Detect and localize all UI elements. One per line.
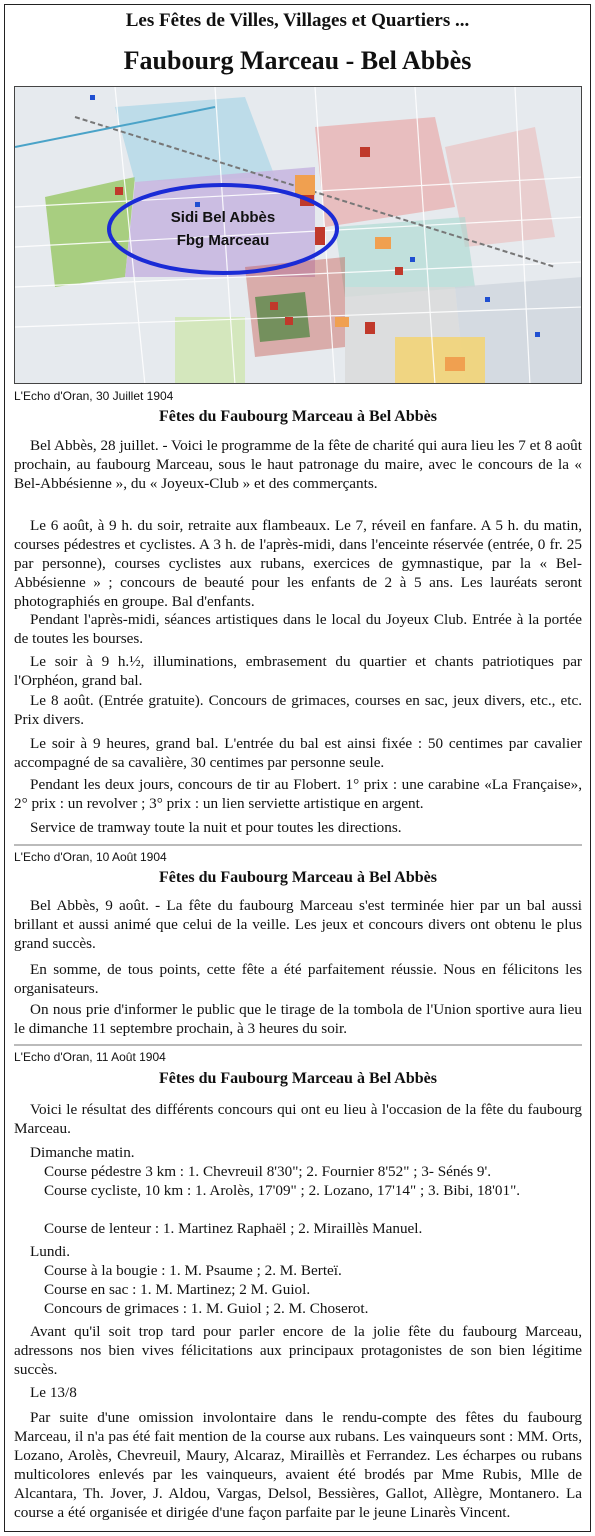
- result-line: Course pédestre 3 km : 1. Chevreuil 8'30"; 2. Fournier 8'52" ; 3- Sénés 9'.: [44, 1163, 492, 1180]
- result-line: Course en sac : 1. M. Martinez; 2 M. Guiol.: [44, 1281, 311, 1298]
- article-heading: Fêtes du Faubourg Marceau à Bel Abbès: [159, 869, 437, 886]
- result-line: Course à la bougie : 1. M. Psaume ; 2. M. Berteï.: [44, 1262, 342, 1279]
- article-paragraph: Avant qu'il soit trop tard pour parler encore de la jolie fête du faubourg Marceau, adressons nos bien vives félicitations aux principaux protagonistes de son bien légitime succès.: [14, 1323, 582, 1378]
- article-source: L'Echo d'Oran, 10 Août 1904: [14, 850, 167, 864]
- map-label-faubourg: Fbg Marceau: [176, 232, 270, 249]
- article-source: L'Echo d'Oran, 30 Juillet 1904: [14, 389, 174, 403]
- article-source: L'Echo d'Oran, 11 Août 1904: [14, 1050, 166, 1064]
- article-paragraph: Pendant l'après-midi, séances artistiques dans le local du Joyeux Club. Entrée à la portée de toutes les bourses.: [14, 611, 582, 647]
- results-day-label: Lundi.: [30, 1243, 71, 1260]
- page-title: Faubourg Marceau - Bel Abbès: [123, 46, 472, 75]
- article-paragraph: Le soir à 9 h.½, illuminations, embrasement du quartier et chants patriotiques par l'Orphéon, grand bal.: [14, 653, 582, 689]
- article-heading: Fêtes du Faubourg Marceau à Bel Abbès: [159, 408, 437, 425]
- article-paragraph: Pendant les deux jours, concours de tir au Flobert. 1° prix : une carabine «La Française», 2° prix : un revolver ; 3° prix : un lien serviette artistique en argent.: [14, 776, 582, 812]
- results-day-label: Dimanche matin.: [30, 1144, 135, 1161]
- article-paragraph: Bel Abbès, 9 août. - La fête du faubourg Marceau s'est terminée hier par un bal aussi brillant et aussi animé que celui de la veille. Les jeux et concours divers ont obtenu le plus grand succès.: [14, 897, 582, 952]
- article-paragraph: Voici le résultat des différents concours qui ont eu lieu à l'occasion de la fête du faubourg Marceau.: [14, 1101, 582, 1137]
- result-line: Course de lenteur : 1. Martinez Raphaël ; 2. Miraillès Manuel.: [44, 1220, 423, 1237]
- article-paragraph: Service de tramway toute la nuit et pour toutes les directions.: [30, 819, 402, 836]
- article-paragraph: Le 6 août, à 9 h. du soir, retraite aux flambeaux. Le 7, réveil en fanfare. A 5 h. du matin, courses pédestres et cyclistes. A 3 h. de l'après-midi, dans l'enceinte réservée (entrée, 0 fr. 25 par personne), courses cyclistes aux rubans, exercices de gymnastique, par la « Bel-Abbésienne » ; concours de beauté pour les enfants de 2 à 5 ans. Les lauréats seront photographiés en groupe. Bal d'enfants.: [14, 517, 582, 610]
- article-date-note: Le 13/8: [30, 1384, 77, 1401]
- town-map: [14, 86, 582, 384]
- article-paragraph: En somme, de tous points, cette fête a été parfaitement réussie. Nous en félicitons les organisateurs.: [14, 961, 582, 997]
- article-divider: [14, 844, 582, 846]
- article-paragraph: On nous prie d'informer le public que le tirage de la tombola de l'Union sportive aura lieu le dimanche 11 septembre prochain, à 3 heures du soir.: [14, 1001, 582, 1037]
- article-paragraph: Le 8 août. (Entrée gratuite). Concours de grimaces, courses en sac, jeux divers, etc., etc. Prix divers.: [14, 692, 582, 728]
- marceau-highlight: [15, 87, 582, 384]
- article-heading: Fêtes du Faubourg Marceau à Bel Abbès: [159, 1070, 437, 1087]
- article-paragraph: Par suite d'une omission involontaire dans le rendu-compte des fêtes du faubourg Marceau, il n'a pas été fait mention de la course aux rubans. Les vainqueurs sont : MM. Orts, Lozano, Arolès, Chevreuil, Maury, Alcaraz, Miraillès et Ferrandez. Les écharpes ou rubans multicolores enlevés par les vainqueurs, avaient été brodés par Mme Rubis, Mlle de Alcantara, Th. Jover, J. Aldou, Vargas, Delsol, Bessières, Gallot, Allègre, Montanero. La course a été organisée et dirigée d'une façon parfaite par le jeune Linarès Vincent.: [14, 1409, 582, 1521]
- article-paragraph: Bel Abbès, 28 juillet. - Voici le programme de la fête de charité qui aura lieu les 7 et 8 août prochain, au faubourg Marceau, sous le haut patronage du maire, avec le concours de la « Bel-Abbésienne », du « Joyeux-Club » et des commerçants.: [14, 437, 582, 492]
- result-line: Course cycliste, 10 km : 1. Arolès, 17'09" ; 2. Lozano, 17'14" ; 3. Bibi, 18'01".: [44, 1182, 521, 1199]
- result-line: Concours de grimaces : 1. M. Guiol ; 2. M. Choserot.: [44, 1300, 369, 1317]
- page-supertitle: Les Fêtes de Villes, Villages et Quartiers ...: [125, 10, 470, 31]
- map-label-town: Sidi Bel Abbès: [170, 209, 276, 226]
- article-paragraph: Le soir à 9 heures, grand bal. L'entrée du bal est ainsi fixée : 50 centimes par cavalier accompagné de sa cavalière, 30 centimes par personne seule.: [14, 735, 582, 771]
- article-divider: [14, 1044, 582, 1046]
